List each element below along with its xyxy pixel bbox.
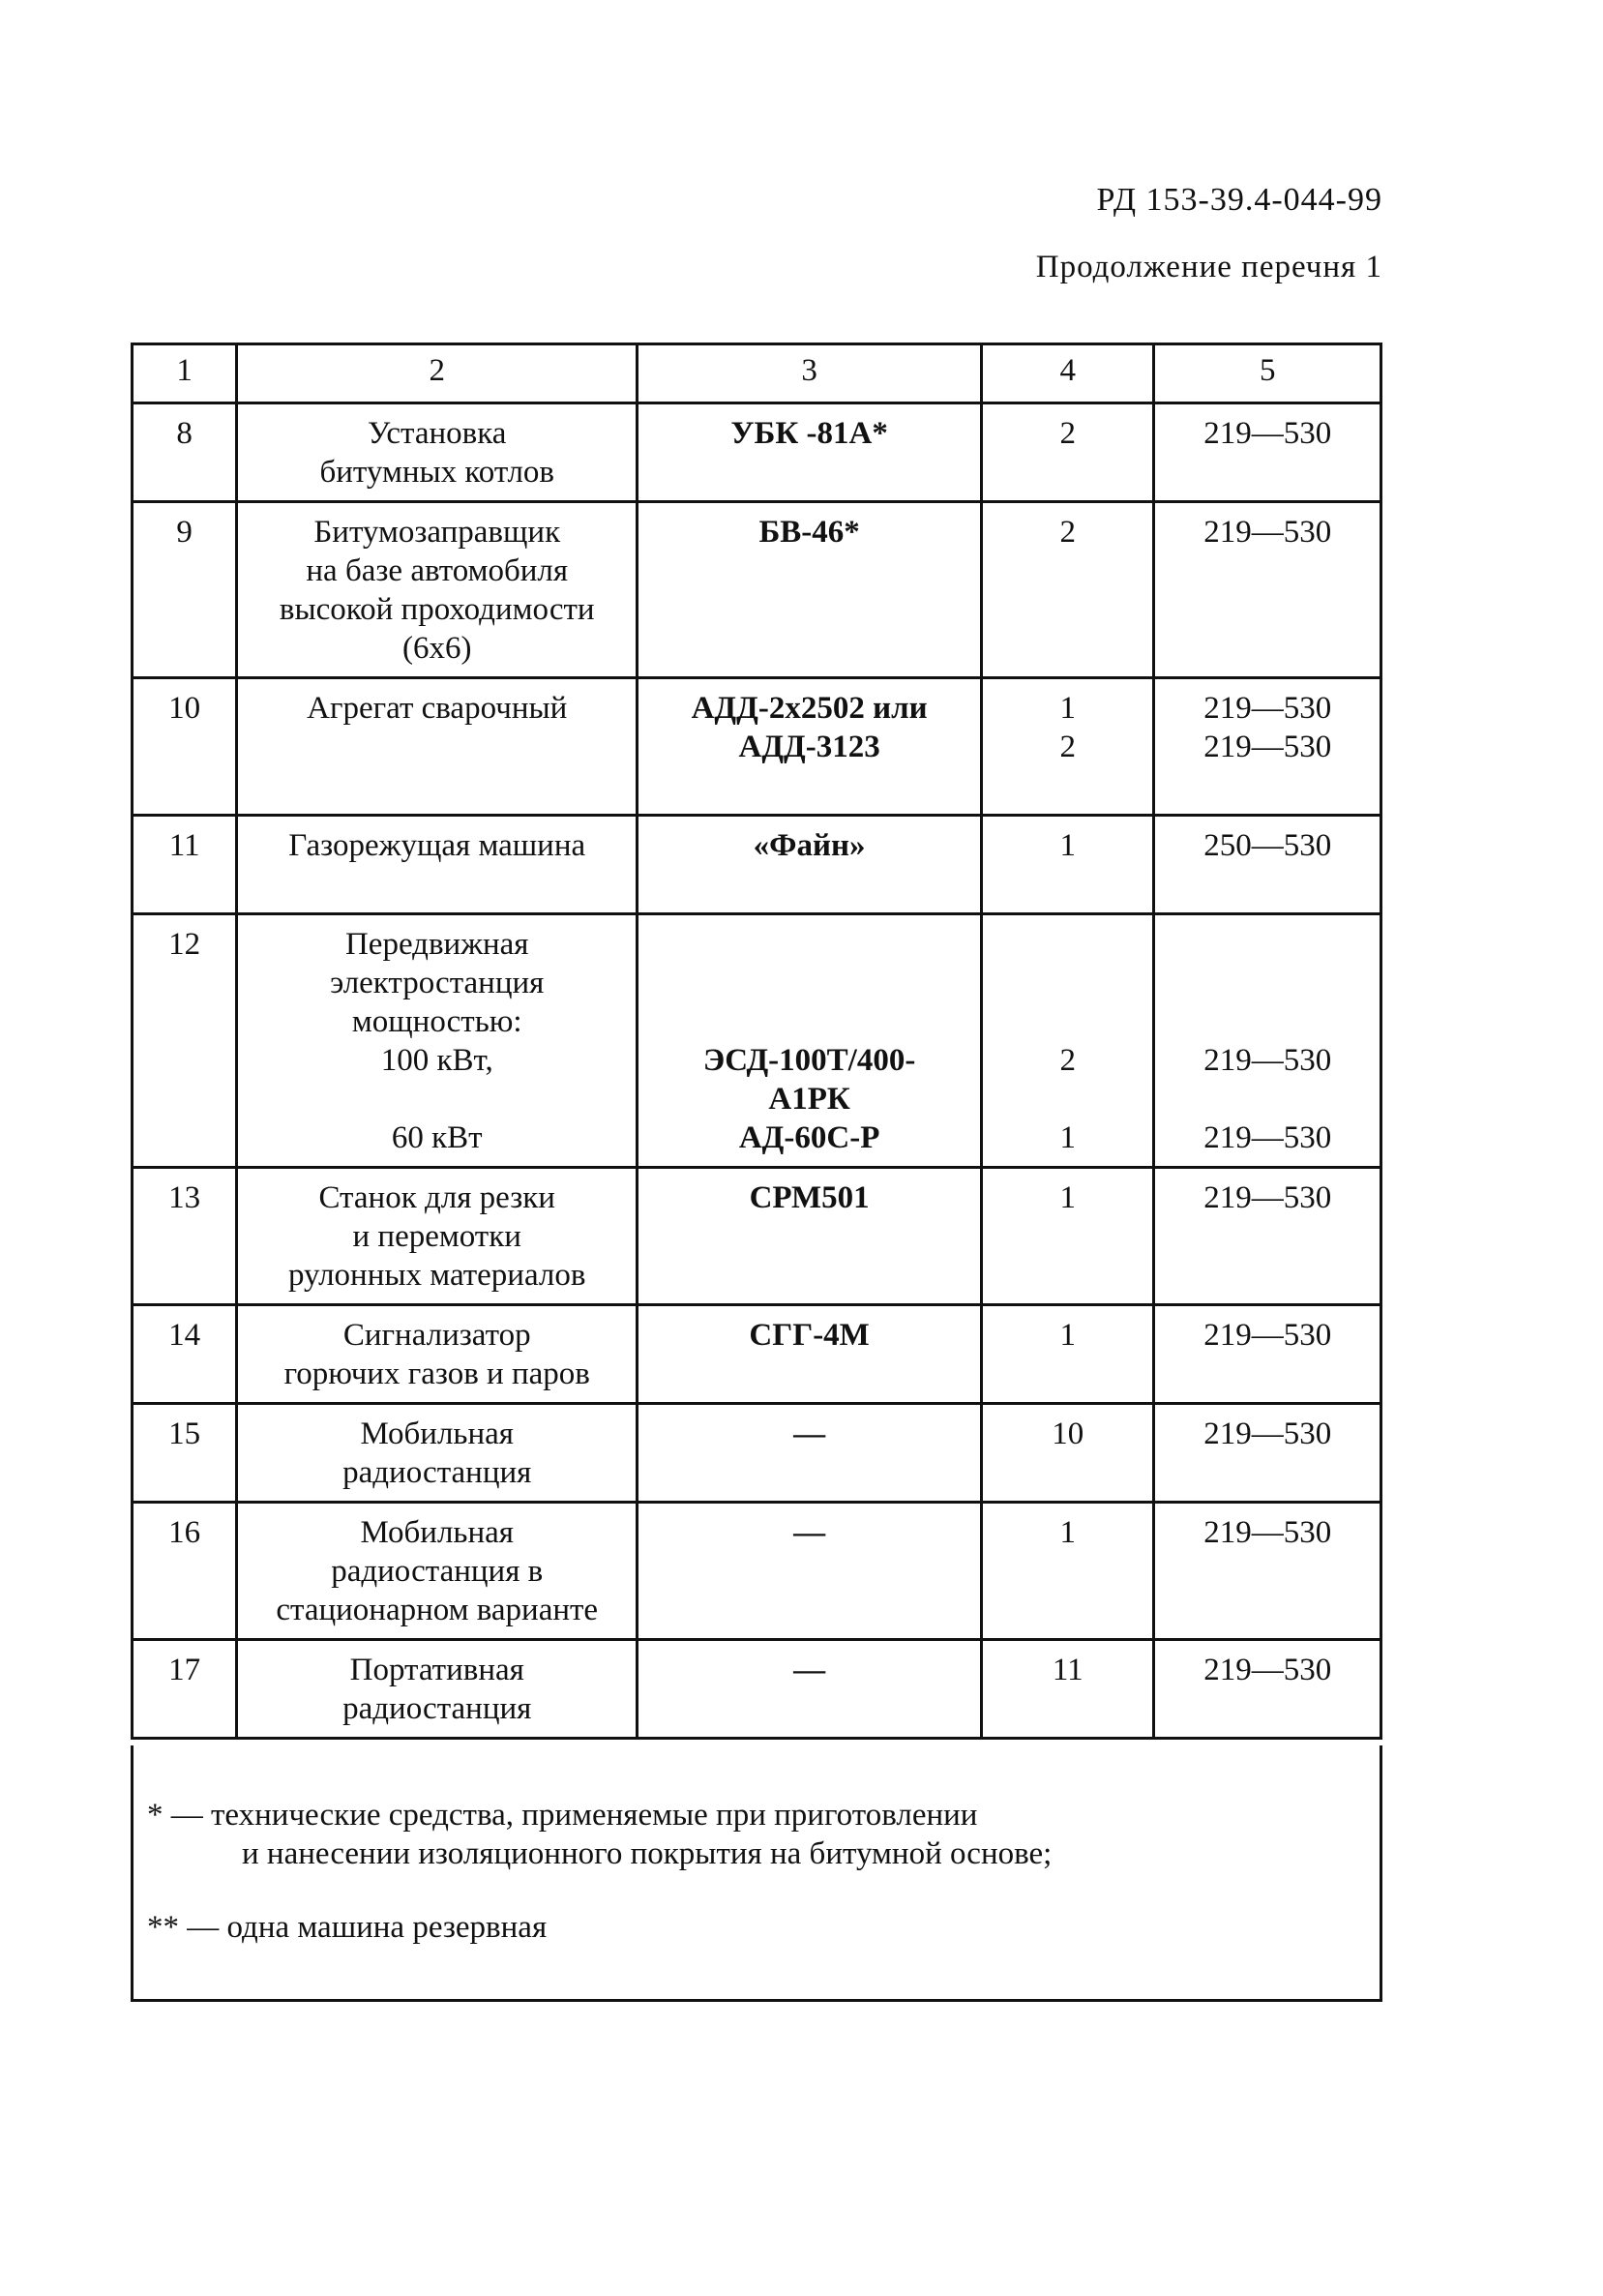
equipment-quantity (982, 1404, 1154, 1503)
equipment-model (638, 1404, 982, 1503)
equipment-model-line (644, 1002, 974, 1041)
equipment-model-line (644, 925, 974, 964)
row-number: 15 (133, 1404, 237, 1503)
equipment-name-line: мощностью: (351, 1004, 522, 1039)
equipment-quantity-line: 2 (1059, 515, 1076, 550)
column-number: 2 (237, 344, 638, 403)
pipe-diameter-range-line: 219—530 (1203, 730, 1332, 764)
column-number: 5 (1154, 344, 1381, 403)
equipment-name (237, 1404, 638, 1503)
equipment-quantity-line (989, 1080, 1146, 1118)
equipment-quantity-line: 1 (1059, 1180, 1076, 1215)
equipment-model-line: — (793, 1515, 826, 1550)
table-row (133, 678, 1381, 816)
pipe-diameter-range (1154, 914, 1381, 1168)
equipment-name (237, 1168, 638, 1305)
table-row (133, 1640, 1381, 1739)
equipment-model-line: «Файн» (753, 828, 866, 863)
equipment-name (237, 502, 638, 678)
table-row (133, 502, 1381, 678)
equipment-name-line (244, 1080, 630, 1118)
footnote-asterisk-continuation: и нанесении изоляционного покрытия на битумной основе; (242, 1836, 1053, 1871)
equipment-quantity (982, 816, 1154, 914)
pipe-diameter-range (1154, 1640, 1381, 1739)
equipment-quantity (982, 678, 1154, 816)
equipment-model-line: АДД-3123 (738, 730, 880, 764)
table-row (133, 914, 1381, 1168)
equipment-model (638, 502, 982, 678)
equipment-model-line: АД-60С-Р (738, 1120, 880, 1155)
pipe-diameter-range-line: 219—530 (1203, 1318, 1332, 1353)
pipe-diameter-range-line: 219—530 (1203, 515, 1332, 550)
equipment-model-line: ЭСД-100Т/400- (702, 1043, 916, 1078)
pipe-diameter-range-line (1161, 1080, 1374, 1118)
equipment-quantity (982, 403, 1154, 502)
equipment-name-line: 60 кВт (391, 1120, 483, 1155)
column-number: 1 (133, 344, 237, 403)
equipment-name-line: рулонных материалов (287, 1258, 586, 1293)
equipment-quantity-line (989, 964, 1146, 1002)
table-row (133, 1168, 1381, 1305)
equipment-model (638, 1640, 982, 1739)
equipment-name-line: радиостанция (342, 1691, 532, 1726)
equipment-name (237, 1503, 638, 1640)
column-number: 4 (982, 344, 1154, 403)
row-number: 8 (133, 403, 237, 502)
equipment-name (237, 403, 638, 502)
pipe-diameter-range-line: 219—530 (1203, 1416, 1332, 1451)
pipe-diameter-range (1154, 502, 1381, 678)
equipment-name-line: Передвижная (344, 927, 529, 962)
equipment-quantity-line: 1 (1059, 1515, 1076, 1550)
equipment-name-line: (6x6) (401, 631, 472, 666)
equipment-name (237, 914, 638, 1168)
equipment-model-line: — (793, 1416, 826, 1451)
row-number: 16 (133, 1503, 237, 1640)
footnotes-box (131, 1745, 1382, 2002)
equipment-quantity-line: 1 (1059, 1318, 1076, 1353)
pipe-diameter-range-line: 219—530 (1203, 1180, 1332, 1215)
pipe-diameter-range-line: 219—530 (1203, 1515, 1332, 1550)
equipment-model (638, 816, 982, 914)
equipment-table (131, 343, 1382, 1740)
pipe-diameter-range-line (1161, 1002, 1374, 1041)
pipe-diameter-range-line: 219—530 (1203, 1653, 1332, 1687)
equipment-name-line: Установка (368, 416, 507, 451)
pipe-diameter-range (1154, 1305, 1381, 1404)
equipment-name (237, 678, 638, 816)
equipment-model (638, 1168, 982, 1305)
row-number: 14 (133, 1305, 237, 1404)
equipment-name-line: Газорежущая машина (288, 828, 586, 863)
equipment-quantity (982, 1168, 1154, 1305)
pipe-diameter-range (1154, 1503, 1381, 1640)
table-row (133, 1503, 1381, 1640)
equipment-name-line: битумных котлов (319, 455, 554, 490)
equipment-quantity (982, 502, 1154, 678)
column-number-row (133, 344, 1381, 403)
equipment-name-line: Портативная (349, 1653, 524, 1687)
equipment-name (237, 1305, 638, 1404)
equipment-name-line: и перемотки (352, 1219, 521, 1254)
equipment-quantity (982, 1503, 1154, 1640)
table-row (133, 1305, 1381, 1404)
equipment-quantity-line: 10 (1052, 1416, 1084, 1451)
document-code: РД 153-39.4-044-99 (1096, 182, 1382, 218)
row-number: 11 (133, 816, 237, 914)
row-number: 10 (133, 678, 237, 816)
equipment-quantity-line: 2 (1059, 730, 1076, 764)
equipment-name-line: стационарном варианте (276, 1593, 599, 1627)
row-number: 12 (133, 914, 237, 1168)
pipe-diameter-range-line (1161, 964, 1374, 1002)
table-row (133, 1404, 1381, 1503)
row-number: 9 (133, 502, 237, 678)
equipment-model-line: АДД-2x2502 или (691, 691, 928, 726)
equipment-model-line (644, 964, 974, 1002)
pipe-diameter-range (1154, 403, 1381, 502)
equipment-model (638, 1305, 982, 1404)
pipe-diameter-range-line: 219—530 (1203, 1120, 1332, 1155)
equipment-name-line: 100 кВт, (380, 1043, 493, 1078)
footnote-double-asterisk: ** — одна машина резервная (147, 1910, 548, 1945)
table-row (133, 403, 1381, 502)
equipment-quantity-line (989, 925, 1146, 964)
equipment-name-line: Станок для резки (318, 1180, 555, 1215)
pipe-diameter-range (1154, 678, 1381, 816)
pipe-diameter-range (1154, 1168, 1381, 1305)
equipment-name-line: Битумозаправщик (313, 515, 561, 550)
equipment-model (638, 678, 982, 816)
equipment-name-line: горючих газов и паров (283, 1357, 590, 1391)
equipment-name (237, 1640, 638, 1739)
pipe-diameter-range (1154, 816, 1381, 914)
equipment-quantity (982, 1305, 1154, 1404)
equipment-name (237, 816, 638, 914)
equipment-model (638, 914, 982, 1168)
row-number: 13 (133, 1168, 237, 1305)
equipment-quantity (982, 914, 1154, 1168)
equipment-name-line: электростанция (330, 966, 545, 1000)
equipment-quantity-line: 2 (1059, 416, 1076, 451)
equipment-model-line: СГГ-4М (749, 1318, 870, 1353)
equipment-name-line: Мобильная (360, 1515, 514, 1550)
pipe-diameter-range-line: 219—530 (1203, 416, 1332, 451)
pipe-diameter-range-line: 219—530 (1203, 691, 1332, 726)
equipment-model (638, 1503, 982, 1640)
equipment-model (638, 403, 982, 502)
equipment-model-line: СРМ501 (749, 1180, 870, 1215)
equipment-quantity-line: 1 (1059, 1120, 1076, 1155)
equipment-quantity (982, 1640, 1154, 1739)
equipment-model-line: УБК -81А* (730, 416, 888, 451)
equipment-model-line: А1РК (768, 1082, 850, 1117)
table-row (133, 816, 1381, 914)
equipment-name-line: Сигнализатор (342, 1318, 531, 1353)
pipe-diameter-range (1154, 1404, 1381, 1503)
equipment-model-line: БВ-46* (758, 515, 860, 550)
equipment-name-line: Агрегат сварочный (307, 691, 568, 726)
column-number: 3 (638, 344, 982, 403)
equipment-name-line: высокой проходимости (279, 592, 595, 627)
equipment-quantity-line: 11 (1052, 1653, 1084, 1687)
equipment-name-line: Мобильная (360, 1416, 514, 1451)
equipment-quantity-line: 2 (1059, 1043, 1076, 1078)
equipment-name-line: радиостанция (342, 1455, 532, 1490)
pipe-diameter-range-line (1161, 925, 1374, 964)
equipment-name-line: радиостанция в (331, 1554, 544, 1589)
equipment-model-line: — (793, 1653, 826, 1687)
pipe-diameter-range-line: 219—530 (1203, 1043, 1332, 1078)
row-number: 17 (133, 1640, 237, 1739)
continuation-caption: Продолжение перечня 1 (1035, 250, 1382, 284)
equipment-name-line: на базе автомобиля (306, 553, 569, 588)
equipment-quantity-line: 1 (1059, 691, 1076, 726)
equipment-quantity-line (989, 1002, 1146, 1041)
pipe-diameter-range-line: 250—530 (1203, 828, 1332, 863)
equipment-quantity-line: 1 (1059, 828, 1076, 863)
footnote-asterisk: * — технические средства, применяемые при приготовлении (147, 1798, 978, 1833)
